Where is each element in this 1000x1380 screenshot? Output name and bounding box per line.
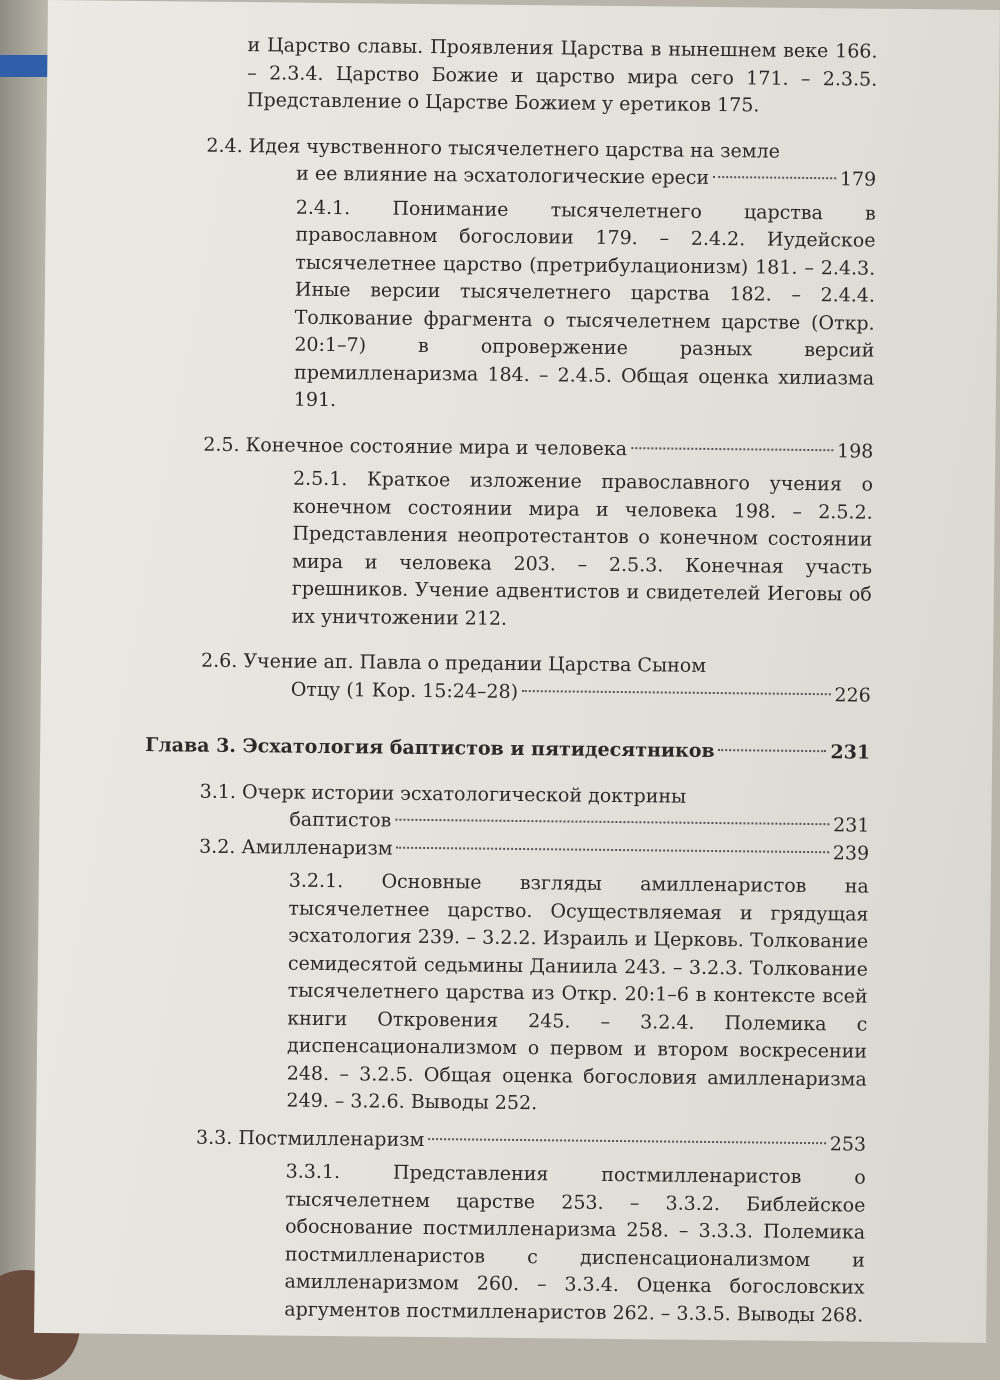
toc-page-number: 198 — [836, 439, 874, 463]
toc-page-number: 231 — [830, 741, 871, 764]
toc-page-number: 231 — [833, 814, 870, 837]
leader-dots — [428, 1138, 825, 1144]
book-page — [34, 0, 1000, 1343]
toc-entry-title: 3.1. Очерк истории эсхатологической доктрины — [199, 780, 687, 808]
toc-chapter-3 — [145, 732, 870, 767]
table-of-contents — [139, 31, 877, 1330]
leader-dots — [631, 447, 833, 451]
leader-dots — [395, 819, 829, 826]
toc-entry-title: 3.3. Постмилленаризм — [195, 1126, 425, 1151]
toc-entry-title: 2.6. Учение ап. Павла о предании Царства Сыном — [200, 649, 707, 677]
toc-entry-title-cont: и ее влияние на эсхатологические ереси — [296, 162, 710, 189]
book-cover-edge — [0, 55, 48, 77]
toc-entry-3-2 — [141, 833, 869, 1122]
toc-page-number: 179 — [839, 168, 877, 191]
leader-dots — [713, 176, 836, 179]
toc-entry-2-6 — [146, 647, 872, 710]
leader-dots — [397, 846, 829, 853]
toc-entry-2-5 — [146, 431, 873, 637]
toc-entry-description: 2.5.1. Краткое изложение православного учения о конечном состоянии мира и человека 198. – 2.5.2. Представления неопротестантов о конечном состоянии мира и человека 203. – 2.5.3. Конечная участь грешников. Учение адвентистов и свидетелей Иеговы об их уничтожении 212. — [291, 467, 874, 630]
toc-entry-title: 2.5. Конечное состояние мира и человека — [203, 433, 628, 460]
toc-entry-description: 2.4.1. Понимание тысячелетнего царства в православном богословии 179. – 2.4.2. Иудейское тысячелетнее царство (претрибулационизм) 181. – 2.4.3. Иные версии тысячелетнего царства 182. – 2.4.4. Толкование фрагмента о тысячелетнем царстве (Откр. 20:1–7) в опровержение разных версий премилленаризма 184. – 2.4.5. Общая оценка хилиазма 191. — [293, 196, 876, 412]
toc-entry-title: 2.4. Идея чувственного тысячелетнего царства на земле — [206, 134, 781, 163]
leader-dots — [719, 749, 827, 752]
toc-continuation-text: и Царство славы. Проявления Царства в нынешнем веке 166. – 2.3.4. Царство Божие и царство мира сего 171. – 2.3.5. Представление о Царстве Божием у еретиков 175. — [246, 34, 878, 117]
chapter-title: Глава 3. Эсхатология баптистов и пятидесятников — [145, 734, 715, 763]
toc-page-number: 239 — [832, 841, 870, 865]
toc-entry-description: 3.3.1. Представления постмилленаристов о тысячелетнем царстве 253. – 3.3.2. Библейское обоснование постмилленаризма 258. – 3.3.3. Полемика постмилленаристов с диспенсационализмом и амилленаризмом 260. – 3.3.4. Оценка богословских аргументов постмилленаристов 262. – 3.3.5. Выводы 268. — [284, 1160, 866, 1327]
toc-entry-title: 3.2. Амилленаризм — [199, 835, 393, 860]
toc-entry-description: 3.2.1. Основные взгляды амилленаристов на тысячелетнее царство. Осуществляемая и грядущая эсхатология 239. – 3.2.2. Израиль и Церковь. Толкование семидесятой седьмины Даниила 243. – 3.2.3. Толкование тысячелетнего царства из Откр. 20:1–6 в контексте всей книги Откровения 245. – 3.2.4. Полемика с диспенсационализмом о первом и втором воскресении 248. – 3.2.5. Общая оценка богословия амилленаризма 249. – 3.2.6. Выводы 252. — [286, 869, 869, 1115]
leader-dots — [522, 690, 830, 695]
toc-page-number: 253 — [829, 1132, 867, 1156]
toc-entry-3-1 — [144, 778, 870, 841]
toc-entry-3-3 — [139, 1124, 866, 1330]
toc-entry-2-4 — [149, 132, 877, 421]
toc-page-number: 226 — [834, 683, 871, 707]
toc-entry-title-cont: баптистов — [289, 808, 392, 832]
toc-entry-title-cont: Отцу (1 Кор. 15:24–28) — [290, 678, 519, 703]
